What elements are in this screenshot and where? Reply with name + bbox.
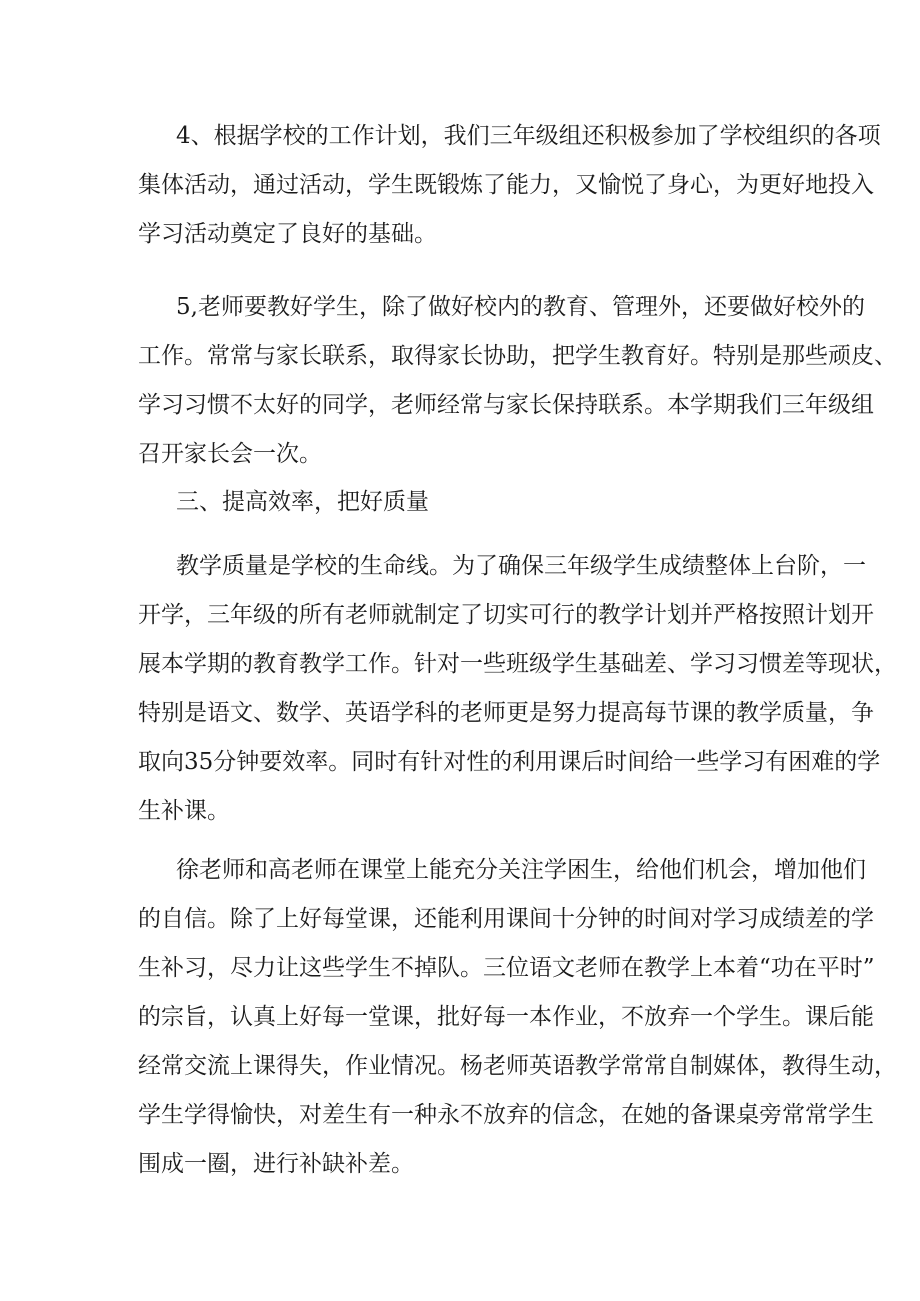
paragraph-parent-contact xyxy=(138,283,897,479)
paragraph-line: 的宗旨，认真上好每一堂课，批好每一本作业，不放弃一个学生。课后能 xyxy=(138,1004,874,1030)
paragraph-line: 生补课。 xyxy=(138,798,230,824)
paragraph-teaching-quality xyxy=(138,542,897,836)
paragraph-line: 特别是语文、数学、英语学科的老师更是努力提高每节课的教学质量，争 xyxy=(138,700,874,726)
paragraph-line: 召开家长会一次。 xyxy=(138,441,322,467)
paragraph-line: 的自信。除了上好每堂课，还能利用课间十分钟的时间对学习成绩差的学 xyxy=(138,906,874,932)
section-heading-text: 三、提高效率，把好质量 xyxy=(176,489,429,515)
paragraph-line: 5,老师要教好学生，除了做好校内的教育、管理外，还要做好校外的 xyxy=(176,294,865,320)
paragraph-line: 经常交流上课得失，作业情况。杨老师英语教学常常自制媒体，教得生动， xyxy=(138,1053,897,1079)
paragraph-line: 学习活动奠定了良好的基础。 xyxy=(138,221,437,247)
paragraph-line: 开学，三年级的所有老师就制定了切实可行的教学计划并严格按照计划开 xyxy=(138,602,874,628)
section-heading xyxy=(176,478,808,527)
paragraph-teachers xyxy=(138,846,897,1189)
paragraph-line: 围成一圈，进行补缺补差。 xyxy=(138,1151,414,1177)
paragraph-line: 工作。常常与家长联系，取得家长协助，把学生教育好。特别是那些顽皮、 xyxy=(138,343,897,369)
paragraph-line: 学生学得愉快，对差生有一种永不放弃的信念，在她的备课桌旁常常学生 xyxy=(138,1102,874,1128)
paragraph-line: 徐老师和高老师在课堂上能充分关注学困生，给他们机会，增加他们 xyxy=(176,857,866,883)
paragraph-line: 4、根据学校的工作计划，我们三年级组还积极参加了学校组织的各项 xyxy=(176,123,881,149)
paragraph-line: 学习习惯不太好的同学，老师经常与家长保持联系。本学期我们三年级组 xyxy=(138,392,874,418)
paragraph-line: 集体活动，通过活动，学生既锻炼了能力，又愉悦了身心，为更好地投入 xyxy=(138,172,874,198)
paragraph-line: 生补习，尽力让这些学生不掉队。三位语文老师在教学上本着“功在平时” xyxy=(138,955,875,981)
paragraph-line: 教学质量是学校的生命线。为了确保三年级学生成绩整体上台阶，一 xyxy=(176,553,866,579)
paragraph-line: 展本学期的教育教学工作。针对一些班级学生基础差、学习习惯差等现状， xyxy=(138,651,897,677)
paragraph-line: 取向35分钟要效率。同时有针对性的利用课后时间给一些学习有困难的学 xyxy=(138,749,881,775)
paragraph-activities xyxy=(138,112,881,259)
